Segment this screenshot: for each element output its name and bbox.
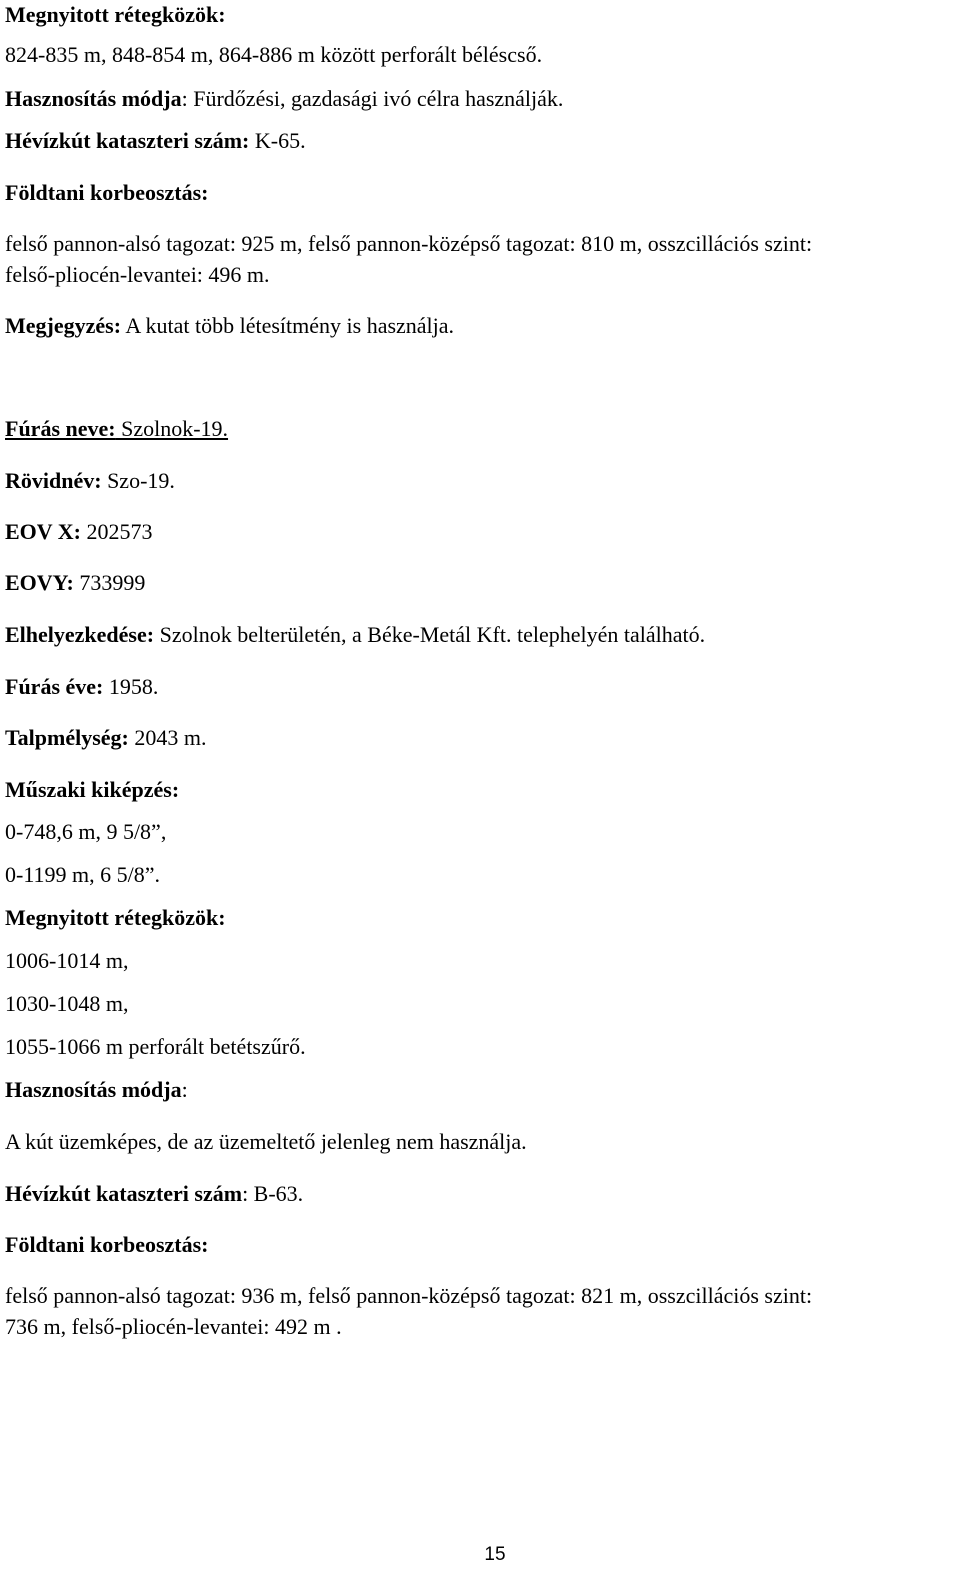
depth-row (5, 725, 955, 751)
usage-value: A kút üzemképes, de az üzemeltető jelenleg nem használja. (5, 1129, 527, 1154)
note-row (5, 313, 955, 339)
well-name-row (5, 416, 955, 442)
geology-heading-2 (5, 1232, 955, 1258)
well-name-label: Fúrás neve: (5, 416, 116, 441)
tech-value: 0-748,6 m, 9 5/8”, (5, 819, 167, 844)
cadastre-label: Hévízkút kataszteri szám: (5, 128, 250, 153)
short-name-row (5, 468, 955, 494)
location-label: Elhelyezkedése: (5, 622, 155, 647)
eov-x-row (5, 519, 955, 545)
open-layers-heading (5, 2, 955, 28)
open-layers-line-3 (5, 1034, 955, 1060)
eov-x-label: EOV X: (5, 519, 81, 544)
eov-y-value: 733999 (73, 570, 146, 595)
usage-heading (5, 1077, 955, 1103)
depth-label: Talpmélység: (5, 725, 129, 750)
short-name-label: Rövidnév: (5, 468, 102, 493)
open-layers-line-1 (5, 948, 955, 974)
open-layers-value: 1055-1066 m perforált betétszűrő. (5, 1034, 306, 1059)
tech-line-1 (5, 819, 955, 845)
tech-heading (5, 777, 955, 803)
open-layers-line-2 (5, 991, 955, 1017)
note-label: Megjegyzés: (5, 313, 122, 338)
short-name-value: Szo-19. (101, 468, 175, 493)
depth-value: 2043 m. (128, 725, 207, 750)
geology-text-line-2 (5, 262, 955, 288)
year-label: Fúrás éve: (5, 674, 104, 699)
tech-label: Műszaki kiképzés: (5, 777, 180, 802)
tech-line-2 (5, 862, 955, 888)
open-layers-heading-2 (5, 905, 955, 931)
open-layers-value: 1006-1014 m, (5, 948, 129, 973)
open-layers-value: 824-835 m, 848-854 m, 864-886 m között perforált béléscső. (5, 42, 543, 67)
open-layers-text (5, 42, 955, 68)
eov-y-label: EOVY: (5, 570, 74, 595)
cadastre-value: : B-63. (242, 1181, 304, 1206)
open-layers-label: Megnyitott rétegközök: (5, 2, 226, 27)
geology-value: 736 m, felső-pliocén-levantei: 492 m . (5, 1314, 342, 1339)
cadastre-label: Hévízkút kataszteri szám (5, 1181, 243, 1206)
well-name-value: Szolnok-19. (115, 416, 229, 441)
open-layers-value: 1030-1048 m, (5, 991, 129, 1016)
note-value: A kutat több létesítmény is használja. (121, 313, 455, 338)
location-row (5, 622, 955, 648)
usage-row (5, 86, 955, 112)
page-number: 15 (484, 1544, 506, 1565)
geology-label: Földtani korbeosztás: (5, 180, 209, 205)
geology-value: felső-pliocén-levantei: 496 m. (5, 262, 270, 287)
geology-text-line-1 (5, 231, 955, 257)
open-layers-label: Megnyitott rétegközök: (5, 905, 226, 930)
geology-heading (5, 180, 955, 206)
cadastre-value: K-65. (249, 128, 306, 153)
geology-value: felső pannon-alsó tagozat: 936 m, felső pannon-középső tagozat: 821 m, osszcillációs szint: (5, 1283, 813, 1308)
geology-label: Földtani korbeosztás: (5, 1232, 209, 1257)
geology-text-2-line-2 (5, 1314, 955, 1340)
location-value: Szolnok belterületén, a Béke-Metál Kft. telephelyén található. (154, 622, 706, 647)
cadastre-row (5, 128, 955, 154)
usage-colon: : (181, 1077, 188, 1102)
tech-value: 0-1199 m, 6 5/8”. (5, 862, 160, 887)
eov-y-row (5, 570, 955, 596)
eov-x-value: 202573 (81, 519, 153, 544)
usage-label: Hasznosítás módja (5, 86, 182, 111)
year-row (5, 674, 955, 700)
geology-text-2-line-1 (5, 1283, 955, 1309)
cadastre-row-2 (5, 1181, 955, 1207)
geology-value: felső pannon-alsó tagozat: 925 m, felső pannon-középső tagozat: 810 m, osszcillációs szint: (5, 231, 813, 256)
year-value: 1958. (103, 674, 159, 699)
usage-value: : Fürdőzési, gazdasági ivó célra használják. (181, 86, 564, 111)
usage-label: Hasznosítás módja (5, 1077, 182, 1102)
usage-text (5, 1129, 955, 1155)
